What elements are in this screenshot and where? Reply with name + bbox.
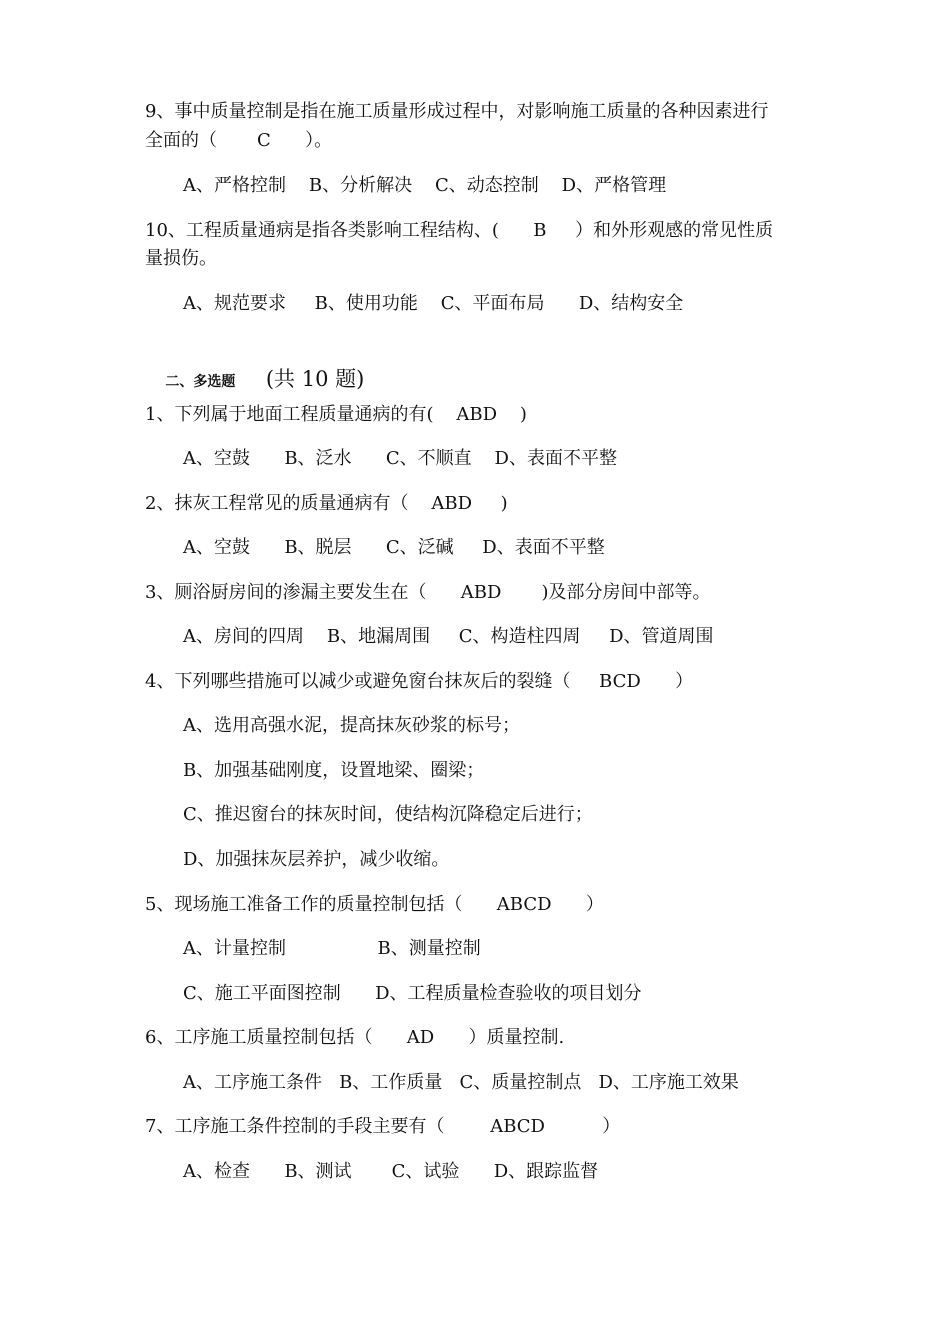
mc-question-5-options-row-1: A、计量控制 B、测量控制 [183, 938, 481, 959]
mc-question-2-options: A、空鼓 B、脱层 C、泛碱 D、表面不平整 [183, 537, 605, 558]
mc-question-4-option-b: B、加强基础刚度，设置地梁、圈梁； [183, 760, 485, 781]
mc-question-2: 2、抹灰工程常见的质量通病有（ ABD ) [145, 493, 508, 514]
mc-question-1-options: A、空鼓 B、泛水 C、不顺直 D、表面不平整 [183, 448, 617, 469]
mc-question-4: 4、下列哪些措施可以减少或避免窗台抹灰后的裂缝（ BCD ） [145, 671, 694, 692]
mc-question-5-options-row-2: C、施工平面图控制 D、工程质量检查验收的项目划分 [183, 983, 642, 1004]
mc-question-4-option-d: D、加强抹灰层养护，减少收缩。 [183, 849, 450, 870]
question-9-line-2: 全面的（ C ）。 [145, 130, 333, 151]
mc-question-5: 5、现场施工准备工作的质量控制包括（ ABCD ） [145, 894, 604, 915]
mc-question-6-options: A、工序施工条件 B、工作质量 C、质量控制点 D、工序施工效果 [183, 1072, 739, 1093]
mc-question-3-options: A、房间的四周 B、地漏周围 C、构造柱四周 D、管道周围 [183, 626, 714, 647]
mc-question-4-option-c: C、推迟窗台的抹灰时间，使结构沉降稳定后进行； [183, 804, 593, 825]
mc-question-7: 7、工序施工条件控制的手段主要有（ ABCD ） [145, 1116, 621, 1137]
mc-question-7-options: A、检查 B、测试 C、试验 D、跟踪监督 [183, 1161, 599, 1182]
section-label: 二、多选题 [165, 374, 236, 390]
mc-question-6: 6、工序施工质量控制包括（ AD ）质量控制. [145, 1027, 565, 1048]
question-9-options: A、严格控制 B、分析解决 C、动态控制 D、严格管理 [183, 175, 667, 196]
question-10-line-1: 10、工程质量通病是指各类影响工程结构、( B ）和外形观感的常见性质 [145, 220, 774, 241]
mc-question-1: 1、下列属于地面工程质量通病的有( ABD ) [145, 404, 527, 425]
mc-question-4-option-a: A、选用高强水泥，提高抹灰砂浆的标号； [183, 715, 520, 736]
mc-question-3: 3、厕浴厨房间的渗漏主要发生在（ ABD )及部分房间中部等。 [145, 582, 711, 603]
question-9-line-1: 9、事中质量控制是指在施工质量形成过程中，对影响施工质量的各种因素进行 [145, 101, 769, 122]
question-10-line-2: 量损伤。 [145, 248, 217, 269]
section-count: (共 10 题) [265, 367, 365, 391]
section-heading [145, 344, 364, 412]
question-10-options: A、规范要求 B、使用功能 C、平面布局 D、结构安全 [183, 293, 684, 314]
